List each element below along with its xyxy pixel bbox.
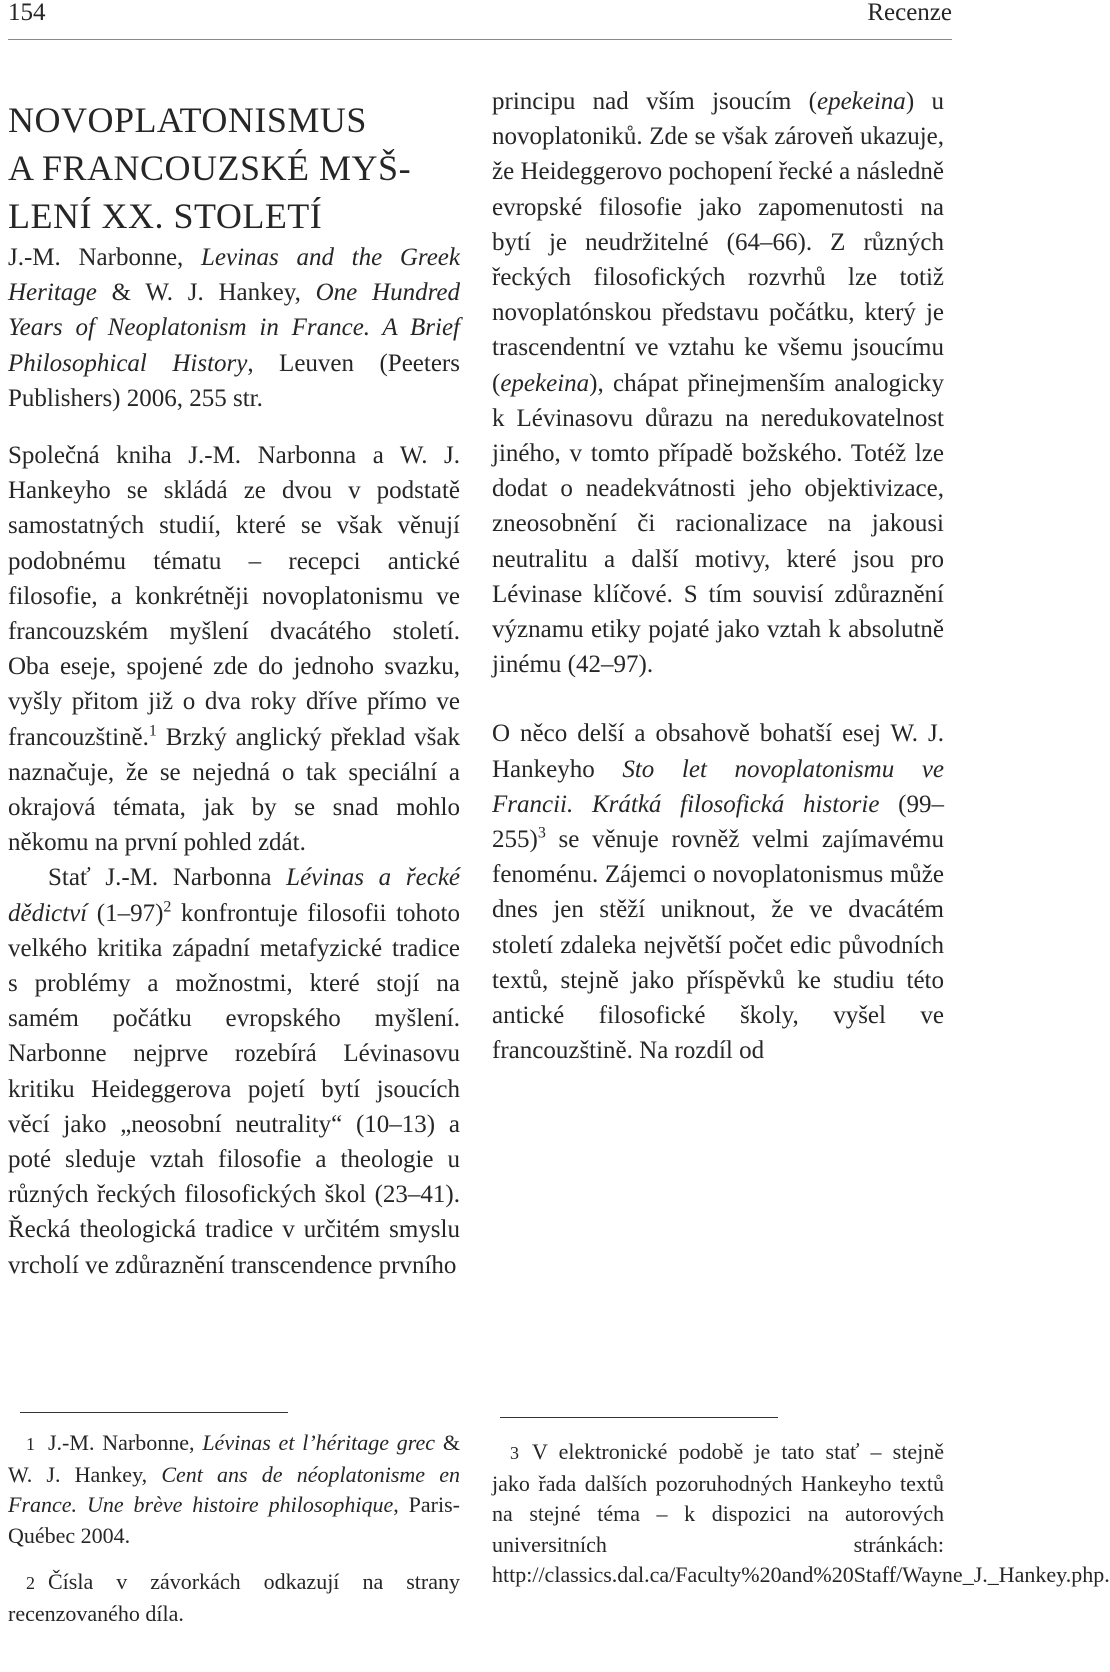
- biblio-title-2: One Hundred Years of Neoplatonism in France. A Brief Philosophical History: [8, 279, 460, 377]
- paragraph-3-start: O něco delší a obsahově bohatší esej W. J. Hankeyho: [492, 720, 944, 783]
- footnote-1-publisher: , Paris-Québec 2004.: [8, 1492, 461, 1548]
- biblio-publisher: , Leuven (Peeters Publishers) 2006, 255 str.: [8, 349, 460, 412]
- paragraph-2: [8, 860, 460, 1282]
- footnote-1-author: J.-M. Narbonne,: [48, 1430, 203, 1455]
- left-column: [8, 84, 460, 1283]
- footnote-1-title-2: Cent ans de néoplatonisme en France. Une brève histoire philosophique: [8, 1461, 460, 1517]
- title-line-1: NOVOPLATONISMUS: [8, 100, 367, 140]
- title-line-3: LENÍ XX. STOLETÍ: [8, 196, 323, 236]
- footnote-ref-3: 3: [537, 824, 546, 842]
- footnote-rule-left: [20, 1412, 288, 1413]
- footnote-3-number: 3: [510, 1443, 519, 1463]
- paragraph-2-continued: [492, 84, 944, 682]
- paragraph-3-work-title: Sto let novoplatonismu ve Francii. Krátká filosofická historie: [492, 755, 945, 818]
- footnote-ref-2: 2: [163, 898, 172, 916]
- paragraph-1-tail: Brzký anglický překlad však naznačuje, že se nejedná o tak speciální a okrajová témata, jak by se snad mohlo někomu na první pohled zdát.: [8, 723, 460, 857]
- bibliographic-reference: [8, 240, 460, 416]
- footnote-3: [492, 1437, 1110, 1591]
- paragraph-2-body-cont: principu nad vším jsoucím (: [492, 88, 817, 115]
- biblio-author-1: J.-M. Narbonne,: [8, 244, 201, 271]
- paragraph-2-term-2-cont: epekeina: [500, 369, 590, 397]
- footnote-1-title-1: Lévinas et l’héritage grec: [202, 1430, 436, 1455]
- paragraph-2-body-3-cont: ), chápat přinejmenším analogicky k Lévinasovu důrazu na neredukovatelnost jiného, v tomto případě božského. Totéž lze dodat o neadekvátnosti jeho objektivizace, zneosobnění či racionalizace na jakousi neutralitu a další motivy, které jsou pro Lévinase klíčové. S tím souvisí zdůraznění významu etiky pojaté jako vztah k absolutně jinému (42–97).: [492, 369, 944, 679]
- paragraph-2-term-1-cont: epekeina: [816, 88, 906, 115]
- footnote-1: [8, 1428, 460, 1551]
- footnote-ref-1: 1: [148, 722, 157, 740]
- section-name: Recenze: [867, 0, 952, 26]
- footnote-2-number: 2: [26, 1573, 35, 1593]
- paragraph-2-start: Stať J.-M. Narbonna: [48, 864, 287, 892]
- page-number: 154: [8, 0, 46, 26]
- paragraph-3: [492, 716, 944, 1068]
- paragraph-3-pages: (99–255): [492, 790, 944, 854]
- biblio-author-2: & W. J. Hankey,: [96, 279, 316, 307]
- footnotes-right: [492, 1437, 1110, 1591]
- footnotes-left: [8, 1428, 460, 1629]
- paragraph-2-body-2-cont: ) u novoplatoniků. Zde se však zároveň ukazuje, že Heideggerovo pochopení řecké a následně evropské filosofie jako zapomenutosti na bytí je neudržitelné (64–66). Z různých řeckých filosofických rozvrhů lze totiž novoplatónskou představu počátku, který je trascendentní ve vztahu ke všemu jsoucímu (: [492, 88, 944, 397]
- title-line-2: A FRANCOUZSKÉ MYŠ-: [8, 148, 412, 188]
- footnote-rule-right: [500, 1417, 778, 1418]
- biblio-title-1: Levinas and the Greek Heritage: [8, 244, 460, 307]
- footnote-1-number: 1: [26, 1434, 35, 1454]
- footnote-1-author-2: & W. J. Hankey,: [8, 1430, 460, 1487]
- header-rule: [8, 39, 952, 40]
- paragraph-3-body: se věnuje rovněž velmi zajímavému fenoménu. Zájemci o novoplatonismus může dnes jen stěží uniknout, že ve dvacátém století zdaleka největší počet edic původních textů, stejně jako příspěvků ke studiu této antické filosofické školy, vyšel ve francouzštině. Na rozdíl od: [492, 826, 944, 1065]
- paragraph-1-text: Společná kniha J.-M. Narbonna a W. J. Hankeyho se skládá ze dvou v podstatě samostatných studií, které se však věnují podobnému tématu – recepci antické filosofie, a konkrétněji novoplatonismu ve francouzském myšlení dvacátého století. Oba eseje, spojené zde do jednoho svazku, vyšly přitom již o dva roky dříve přímo ve francouzštině.: [8, 442, 460, 751]
- paragraph-2-pages: (1–97): [87, 899, 164, 927]
- paragraph-1: [8, 438, 460, 860]
- article-title: [8, 96, 460, 240]
- footnote-3-text: V elektronické podobě je tato stať – stejně jako řada dalších pozoruhodných Hankeyho textů na stejné téma – k dispozici na autorových universitních stránkách: http://classics.dal.ca/Faculty%20and%20Staff/Wayne_J._Hankey.php.: [492, 1439, 1110, 1587]
- right-column: [492, 84, 944, 1068]
- paragraph-2-body: konfrontuje filosofii tohoto velkého kritika západní metafyzické tradice s problémy a možnostmi, které stojí na samém počátku evropského myšlení. Narbonne nejprve rozebírá Lévinasovu kritiku Heideggerova pojetí bytí jsoucích věcí jako „neosobní neutrality“ (10–13) a poté sleduje vztah filosofie a theologie u různých řeckých filosofických škol (23–41). Řecká theologická tradice v určitém smyslu vrcholí ve zdůraznění transcendence prvního: [8, 899, 460, 1279]
- running-header: [8, 0, 952, 26]
- paragraph-2-work-title: Lévinas a řecké dědictví: [8, 864, 461, 927]
- footnote-2: [8, 1567, 460, 1629]
- footnote-2-text: Čísla v závorkách odkazují na strany recenzovaného díla.: [8, 1569, 460, 1626]
